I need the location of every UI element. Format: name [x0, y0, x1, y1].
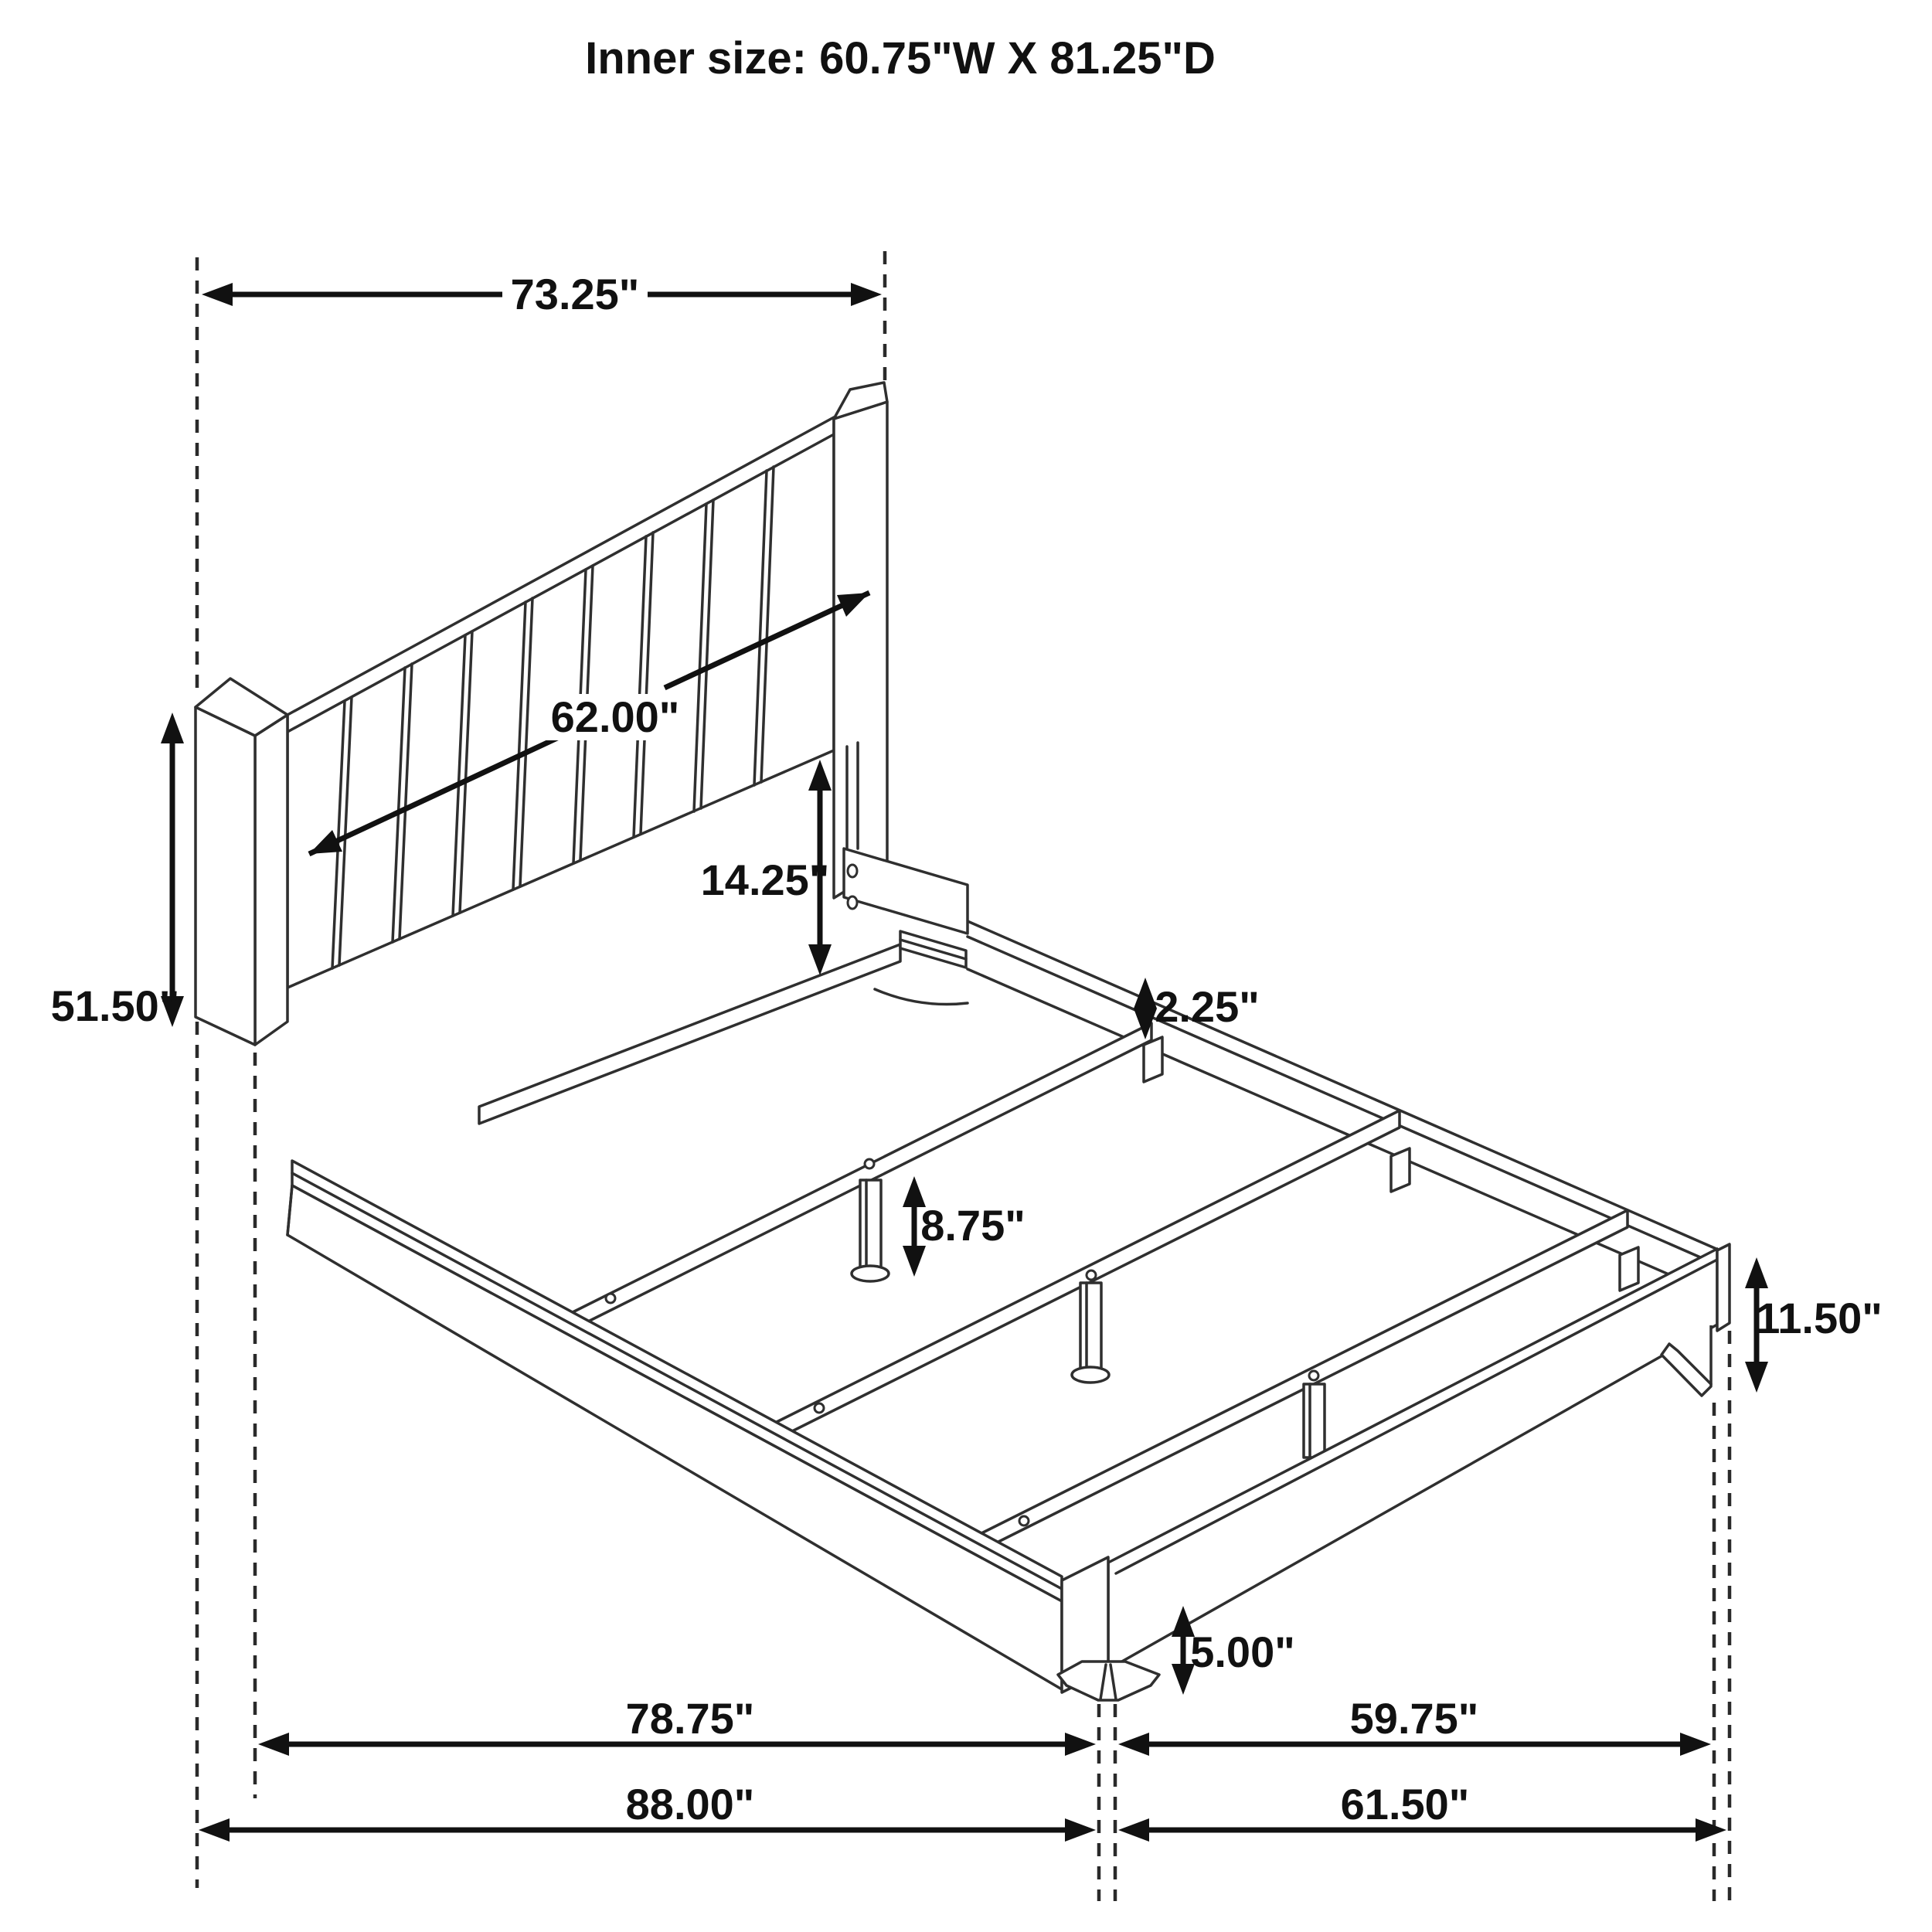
dimension-overall-width: [1118, 1780, 1726, 1842]
dimension-overall-length: [199, 1780, 1096, 1842]
mounting-bracket: [844, 849, 968, 1005]
dimension-inner-width-foot: [1118, 1694, 1711, 1756]
dim-label-headboard-height: 51.50": [50, 981, 180, 1030]
dimension-headboard-width: [202, 270, 882, 318]
dim-label-side-rail-height: 11.50": [1756, 1294, 1883, 1342]
dim-label-overall-width: 61.50": [1340, 1780, 1470, 1828]
foot-rail: [1108, 1249, 1717, 1669]
slat-hanger-tab-1: [1144, 1037, 1162, 1082]
slat-support-leg-3: [1304, 1384, 1325, 1458]
bracket-curve: [875, 989, 968, 1005]
head-cross-bar: [479, 944, 900, 1124]
dim-label-inner-width-foot: 59.75": [1349, 1694, 1479, 1743]
headboard-right-post: [834, 383, 887, 898]
dimension-headboard-height: [51, 713, 184, 1030]
dim-label-panel-bottom-to-slat: 14.25": [700, 855, 830, 904]
dim-label-inner-length: 78.75": [625, 1694, 755, 1743]
dim-label-headboard-width: 73.25": [510, 270, 640, 318]
dimension-slat-leg-height: [903, 1176, 1026, 1277]
headboard-left-wing: [196, 679, 287, 1045]
headboard: [196, 383, 887, 1045]
slat-support-leg-1: [852, 1180, 889, 1281]
dim-label-overall-length: 88.00": [625, 1780, 755, 1828]
dim-label-slat-leg-height: 8.75": [920, 1201, 1026, 1250]
dim-label-panel-width: 62.00": [550, 692, 680, 741]
dim-label-foot-leg-height: 5.00": [1190, 1628, 1295, 1676]
page-title: Inner size: 60.75"W X 81.25"D: [585, 33, 1216, 83]
right-corner: [1717, 1244, 1730, 1331]
slat-hanger-tab-2: [1391, 1148, 1410, 1192]
slat-hanger-tab-3: [1620, 1247, 1638, 1291]
dimension-side-rail-height: [1745, 1257, 1883, 1393]
foot-leg: [1058, 1662, 1159, 1700]
side-rail-right: [968, 921, 1723, 1297]
dimension-inner-length: [258, 1694, 1096, 1756]
guide-lines: [197, 251, 1730, 1901]
slat-support-leg-2: [1072, 1283, 1109, 1383]
dim-label-rail-to-slat-gap: 2.25": [1155, 982, 1260, 1031]
